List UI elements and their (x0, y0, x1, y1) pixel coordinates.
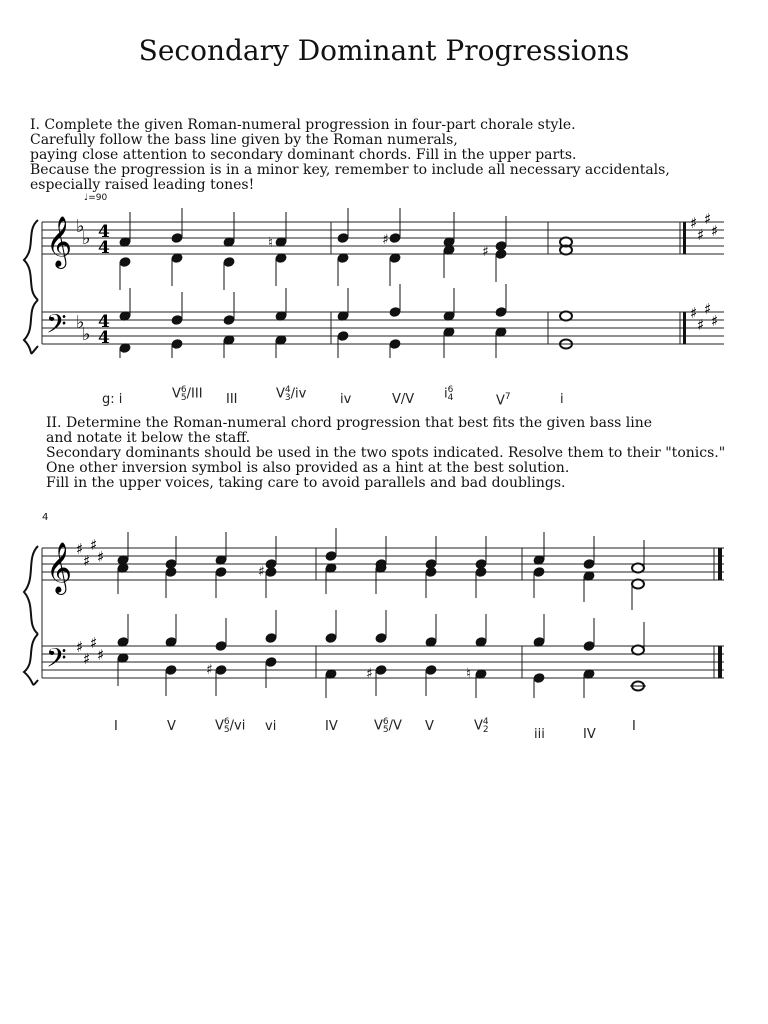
bass-notes (117, 653, 646, 698)
svg-text:♮: ♮ (268, 235, 274, 251)
roman-numeral: V4 2 (474, 717, 489, 735)
instruction-line: One other inversion symbol is also provided as a hint at the best solution. (46, 460, 570, 476)
instruction-line: Fill in the upper voices, taking care to avoid parallels and bad doublings. (46, 475, 566, 491)
svg-text:♯: ♯ (711, 312, 719, 330)
tenor-notes (117, 610, 644, 655)
svg-text:♯: ♯ (83, 650, 91, 668)
svg-text:4: 4 (98, 238, 110, 258)
roman-numeral: i (560, 392, 564, 407)
instruction-line: paying close attention to secondary dominant chords. Fill in the upper parts. (30, 147, 577, 163)
roman-numeral: V/V (392, 392, 415, 407)
score-system-2 (0, 520, 768, 700)
svg-text:♯: ♯ (366, 666, 373, 682)
svg-text:♯: ♯ (382, 232, 389, 248)
svg-text:♯: ♯ (690, 214, 698, 232)
tenor-notes (119, 284, 572, 325)
instruction-line: especially raised leading tones! (30, 177, 255, 193)
flat-icon: ♭ (76, 312, 85, 333)
instruction-line: Because the progression is in a minor key, remember to include all necessary accidentals, (30, 162, 670, 178)
measure-number: 4 (42, 512, 49, 523)
svg-text:♯: ♯ (697, 316, 705, 334)
key-change-sharps (690, 210, 718, 334)
svg-text:♯: ♯ (90, 536, 98, 554)
instruction-line: Carefully follow the bass line given by the Roman numerals, (30, 132, 458, 148)
roman-numeral: iii (534, 727, 545, 742)
roman-numeral: III (226, 392, 238, 407)
svg-text:4: 4 (98, 312, 110, 332)
roman-numeral: I (114, 719, 118, 734)
svg-text:♯: ♯ (97, 548, 105, 566)
roman-numeral: V6 5/III (172, 385, 203, 403)
flat-icon: ♭ (82, 228, 91, 249)
roman-numeral: V6 5/V (374, 717, 402, 735)
final-barline (718, 646, 722, 678)
svg-text:♯: ♯ (704, 300, 712, 318)
roman-numeral: g: i (102, 392, 123, 407)
svg-text:♯: ♯ (711, 222, 719, 240)
roman-numeral: IV (325, 719, 338, 734)
roman-numeral: V (425, 719, 434, 734)
flat-icon: ♭ (82, 324, 91, 345)
flat-icon: ♭ (76, 216, 85, 237)
bass-clef-icon: 𝄢 (46, 308, 67, 346)
score-system-1 (0, 200, 768, 360)
roman-numeral: V (167, 719, 176, 734)
svg-text:♮: ♮ (466, 666, 472, 682)
svg-text:4: 4 (98, 328, 110, 348)
bass-notes (119, 327, 572, 358)
instruction-line: I. Complete the given Roman-numeral progression in four-part chorale style. (30, 117, 576, 133)
roman-numeral: i6 4 (444, 385, 454, 403)
final-barline (718, 548, 722, 580)
page-title: Secondary Dominant Progressions (138, 34, 630, 67)
barline (683, 312, 686, 344)
brace (24, 300, 38, 353)
barline (683, 222, 686, 254)
barlines (316, 548, 714, 678)
instruction-line: and notate it below the staff. (46, 430, 251, 446)
time-signature (98, 222, 110, 348)
svg-text:♯: ♯ (704, 210, 712, 228)
brace (24, 634, 38, 685)
treble-clef-icon: 𝄞 (46, 542, 73, 593)
roman-numeral: iv (340, 392, 352, 407)
svg-text:♯: ♯ (206, 662, 213, 678)
alto-notes (119, 244, 572, 290)
svg-text:♯: ♯ (90, 634, 98, 652)
alto-notes (117, 563, 644, 610)
tempo-marking: ♩=90 (84, 193, 108, 203)
bass-clef-icon: 𝄢 (46, 642, 67, 680)
svg-text:♯: ♯ (76, 540, 84, 558)
roman-numeral: vi (265, 719, 277, 734)
instruction-line: II. Determine the Roman-numeral chord progression that best fits the given bass line (46, 415, 653, 431)
svg-text:♯: ♯ (83, 552, 91, 570)
roman-numeral: I (632, 719, 636, 734)
roman-numeral: V6 5/vi (215, 717, 246, 735)
brace (24, 220, 38, 300)
svg-text:♯: ♯ (697, 226, 705, 244)
svg-text:♯: ♯ (482, 244, 489, 260)
part1-instructions (30, 118, 670, 193)
treble-clef-icon: 𝄞 (46, 216, 73, 267)
instruction-line: Secondary dominants should be used in the two spots indicated. Resolve them to their "tonics." (46, 445, 726, 461)
part2-instructions (46, 416, 725, 491)
brace (24, 546, 38, 634)
roman-numeral: $V^7$ (496, 392, 511, 409)
svg-text:♯: ♯ (690, 304, 698, 322)
svg-text:♯: ♯ (258, 564, 265, 580)
svg-text:♯: ♯ (76, 638, 84, 656)
roman-numeral: V4 3/iv (276, 385, 307, 403)
key-signature-sharps (76, 536, 104, 668)
svg-text:♯: ♯ (97, 646, 105, 664)
svg-text:4: 4 (98, 222, 110, 242)
roman-numeral: IV (583, 727, 596, 742)
